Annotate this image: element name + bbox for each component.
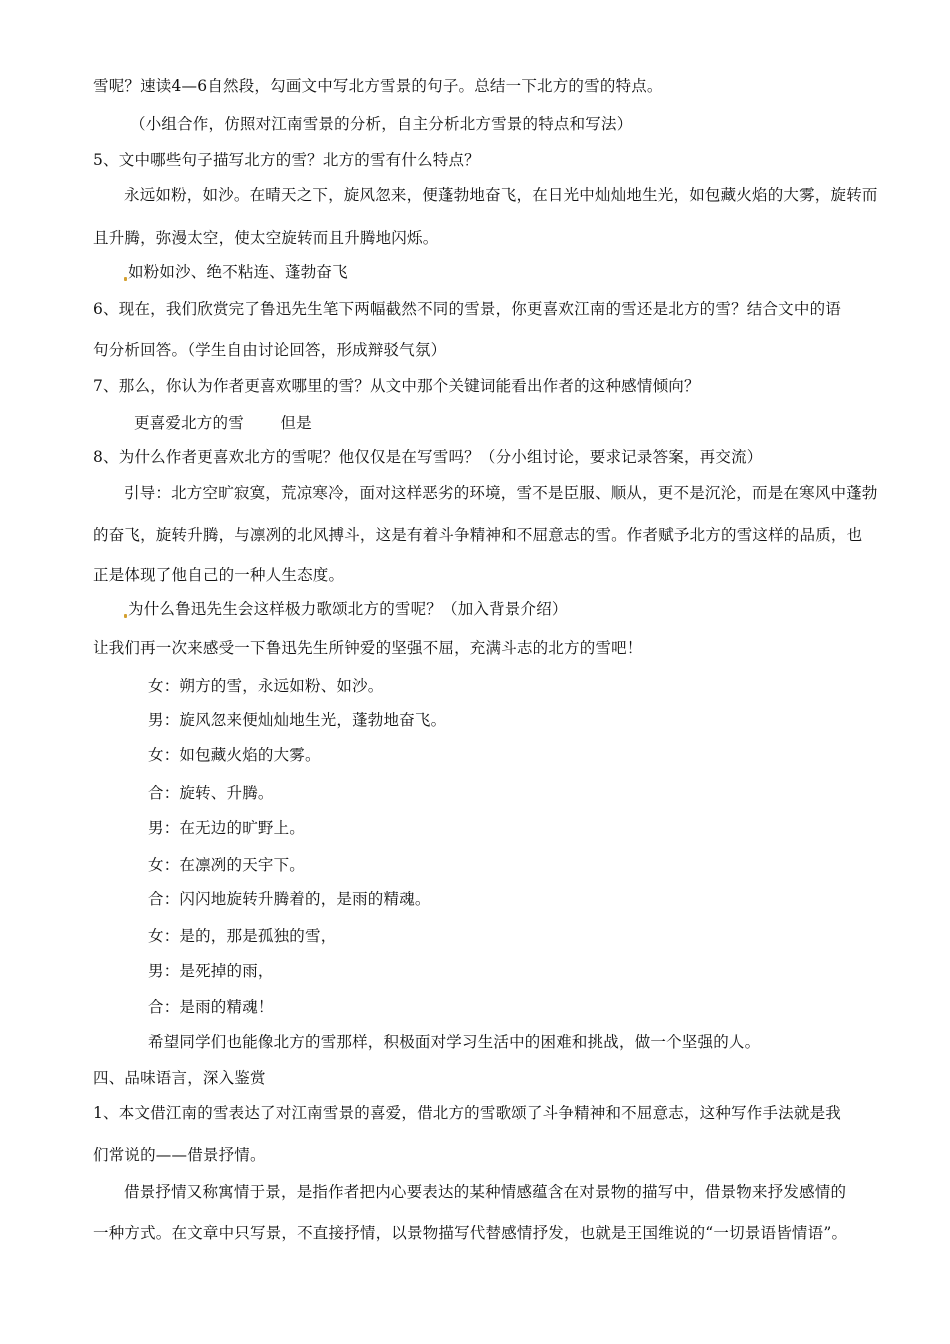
section-heading: 四、品味语言，深入鉴赏 xyxy=(93,1069,266,1087)
text-line: 永远如粉，如沙。在晴天之下，旋风忽来，便蓬勃地奋飞，在日光中灿灿地生光，如包藏火焰的大雾，旋转而 xyxy=(124,186,878,204)
text-line: 希望同学们也能像北方的雪那样，积极面对学习生活中的困难和挑战，做一个坚强的人。 xyxy=(148,1033,761,1051)
text-span: 如粉如沙、绝不粘连、蓬勃奋飞 xyxy=(128,263,348,281)
text-line: 女：是的，那是孤独的雪， xyxy=(148,927,337,945)
text-line: 1、本文借江南的雪表达了对江南雪景的喜爱，借北方的雪歌颂了斗争精神和不屈意志，这种写作手法就是我 xyxy=(93,1104,841,1122)
marker-dot xyxy=(124,277,127,281)
text-line: 男：是死掉的雨， xyxy=(148,962,274,980)
text-line: 5、文中哪些句子描写北方的雪？北方的雪有什么特点？ xyxy=(93,151,480,169)
text-line: 合：是雨的精魂！ xyxy=(148,998,274,1016)
text-line: 一种方式。在文章中只写景，不直接抒情，以景物描写代替感情抒发，也就是王国维说的“一切景语皆情语”。 xyxy=(93,1224,848,1242)
text-line: 7、那么，你认为作者更喜欢哪里的雪？从文中那个关键词能看出作者的这种感情倾向？ xyxy=(93,377,700,395)
text-line: 女：如包藏火焰的大雾。 xyxy=(148,746,321,764)
text-line: 引导：北方空旷寂寞，荒凉寒冷，面对这样恶劣的环境，雪不是臣服、顺从，更不是沉沦，而是在寒风中蓬勃 xyxy=(124,484,878,502)
text-line: 让我们再一次来感受一下鲁迅先生所钟爱的坚强不屈，充满斗志的北方的雪吧！ xyxy=(93,639,643,657)
text-line: （小组合作，仿照对江南雪景的分析，自主分析北方雪景的特点和写法） xyxy=(130,115,633,133)
text-line xyxy=(124,599,568,619)
text-line: 女：朔方的雪，永远如粉、如沙。 xyxy=(148,677,384,695)
text-line: 正是体现了他自己的一种人生态度。 xyxy=(93,566,345,584)
text-line: 合：闪闪地旋转升腾着的，是雨的精魂。 xyxy=(148,890,431,908)
text-line xyxy=(124,262,348,282)
text-line: 女：在凛冽的天宇下。 xyxy=(148,856,306,874)
text-line: 男：旋风忽来便灿灿地生光，蓬勃地奋飞。 xyxy=(148,711,447,729)
text-line: 更喜爱北方的雪 但是 xyxy=(134,414,312,432)
text-line: 合：旋转、升腾。 xyxy=(148,784,274,802)
text-line: 雪呢？速读4—6自然段，勾画文中写北方雪景的句子。总结一下北方的雪的特点。 xyxy=(93,77,663,95)
text-line: 8、为什么作者更喜欢北方的雪呢？他仅仅是在写雪吗？（分小组讨论，要求记录答案，再交流） xyxy=(93,448,763,466)
marker-dot xyxy=(124,614,127,618)
text-line: 们常说的——借景抒情。 xyxy=(93,1146,266,1164)
text-line: 男：在无边的旷野上。 xyxy=(148,819,306,837)
text-line: 句分析回答。（学生自由讨论回答，形成辩驳气氛） xyxy=(93,341,447,359)
text-line: 借景抒情又称寓情于景，是指作者把内心要表达的某种情感蕴含在对景物的描写中，借景物来抒发感情的 xyxy=(124,1183,847,1201)
text-span: 为什么鲁迅先生会这样极力歌颂北方的雪呢？（加入背景介绍） xyxy=(128,600,568,618)
text-line: 6、现在，我们欣赏完了鲁迅先生笔下两幅截然不同的雪景，你更喜欢江南的雪还是北方的雪？结合文中的语 xyxy=(93,300,841,318)
text-line: 的奋飞，旋转升腾，与凛冽的北风搏斗，这是有着斗争精神和不屈意志的雪。作者赋予北方的雪这样的品质，也 xyxy=(93,526,863,544)
text-line: 且升腾，弥漫太空，使太空旋转而且升腾地闪烁。 xyxy=(93,229,439,247)
